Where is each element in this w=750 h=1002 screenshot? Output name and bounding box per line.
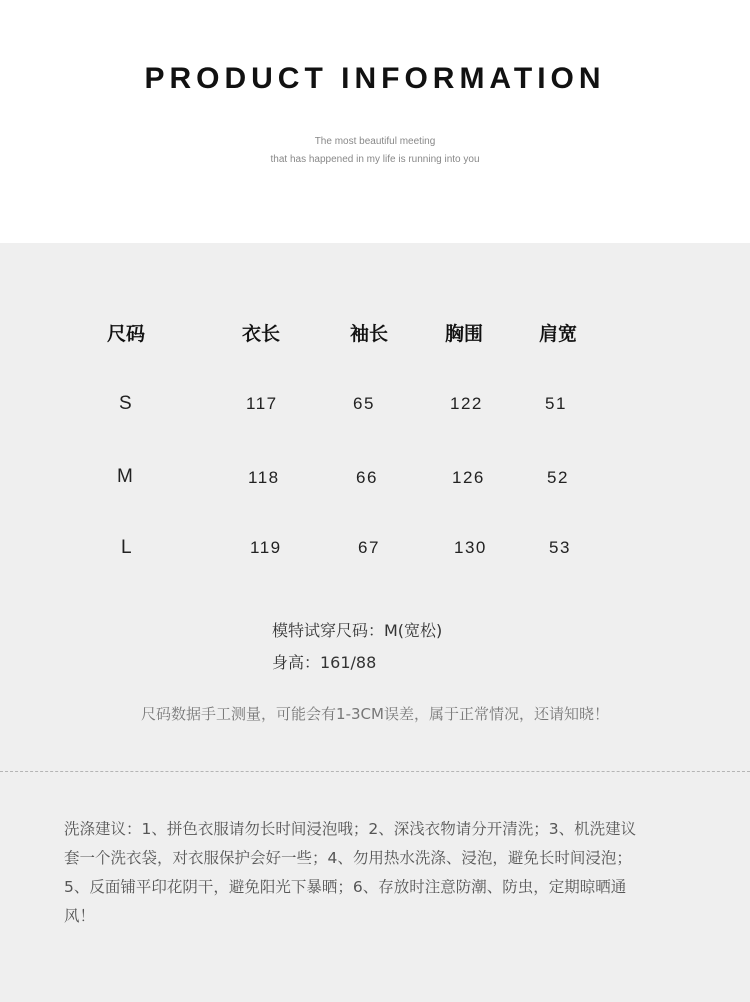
table-cell-size: L <box>121 537 132 558</box>
care-line: 套一个洗衣袋，对衣服保护会好一些；4、勿用热水洗涤、浸泡，避免长时间浸泡； <box>64 849 632 867</box>
header-shoulder: 肩宽 <box>539 323 578 345</box>
measurement-disclaimer: 尺码数据手工测量，可能会有1-3CM误差，属于正常情况，还请知晓！ <box>141 705 609 723</box>
page-title: PRODUCT INFORMATION <box>144 62 606 95</box>
table-cell-bust: 130 <box>454 538 487 557</box>
model-height: 身高：161/88 <box>272 653 377 672</box>
header-size: 尺码 <box>107 323 146 345</box>
table-cell-sleeve: 67 <box>358 538 380 557</box>
table-cell-bust: 126 <box>452 468 485 487</box>
table-cell-shoulder: 52 <box>547 468 569 487</box>
header-length: 衣长 <box>242 323 281 345</box>
dashed-divider <box>0 771 750 772</box>
header-bust: 胸围 <box>445 323 484 345</box>
table-cell-size: S <box>119 393 132 414</box>
table-cell-shoulder: 51 <box>545 394 567 413</box>
table-cell-length: 117 <box>246 394 278 413</box>
subtitle-line-2: that has happened in my life is running into you <box>270 154 480 165</box>
subtitle-line-1: The most beautiful meeting <box>314 136 436 147</box>
table-cell-bust: 122 <box>450 394 483 413</box>
table-cell-shoulder: 53 <box>549 538 571 557</box>
header-sleeve: 袖长 <box>350 323 389 345</box>
table-cell-sleeve: 66 <box>356 468 378 487</box>
care-line: 风！ <box>64 907 96 925</box>
table-cell-length: 119 <box>250 538 282 557</box>
care-instructions <box>64 815 692 931</box>
header-section <box>0 0 750 243</box>
model-fit-size: 模特试穿尺码：M(宽松) <box>272 621 443 640</box>
care-line: 洗涤建议：1、拼色衣服请勿长时间浸泡哦；2、深浅衣物请分开清洗；3、机洗建议 <box>64 820 637 838</box>
care-line: 5、反面铺平印花阴干，避免阳光下暴晒；6、存放时注意防潮、防虫，定期晾晒通 <box>64 878 627 896</box>
table-cell-size: M <box>117 466 133 487</box>
table-cell-length: 118 <box>248 468 280 487</box>
table-cell-sleeve: 65 <box>353 394 375 413</box>
